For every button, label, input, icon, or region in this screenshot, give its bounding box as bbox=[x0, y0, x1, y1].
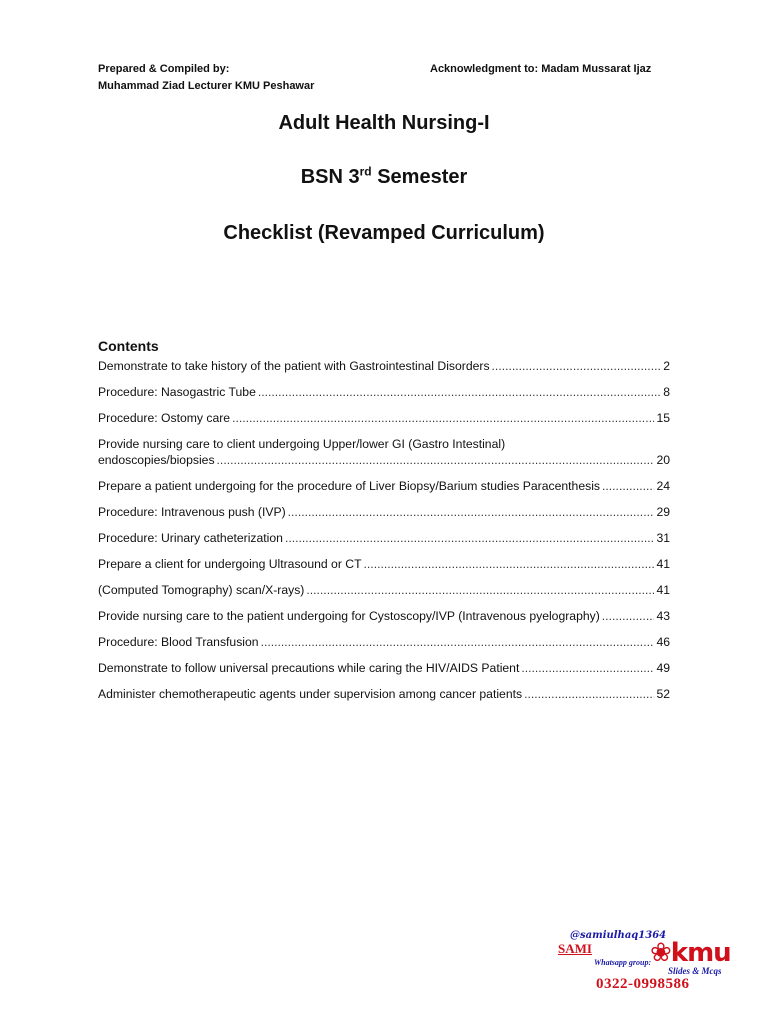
checklist-title: Checklist (Revamped Curriculum) bbox=[223, 222, 545, 244]
toc-entry-title: Demonstrate to follow universal precautions while caring the HIV/AIDS Patient bbox=[98, 661, 520, 675]
semester-title bbox=[0, 166, 768, 189]
toc-entry-title-line1: Provide nursing care to client undergoing Upper/lower GI (Gastro Intestinal) bbox=[98, 437, 506, 451]
toc-entry-title: (Computed Tomography) scan/X-rays) bbox=[98, 583, 305, 597]
toc-leader-dots bbox=[521, 660, 654, 676]
toc-entry-title: Administer chemotherapeutic agents under supervision among cancer patients bbox=[98, 687, 523, 701]
toc-entry[interactable] bbox=[98, 530, 670, 546]
toc-entry-page: 41 bbox=[656, 583, 670, 597]
toc-leader-dots bbox=[524, 686, 654, 702]
kmu-logo-icon: ❀ bbox=[650, 938, 671, 968]
semester-suffix: Semester bbox=[371, 166, 468, 188]
kmu-logo-text: kmu bbox=[670, 938, 731, 968]
toc-entry-line2 bbox=[98, 452, 670, 468]
toc-entry-page: 8 bbox=[663, 385, 670, 399]
toc-entry[interactable] bbox=[98, 410, 670, 426]
stamp-tagline: Slides & Mcqs bbox=[668, 966, 722, 976]
toc-entry-title: Procedure: Blood Transfusion bbox=[98, 635, 259, 649]
toc-entry-title: Provide nursing care to the patient undergoing for Cystoscopy/IVP (Intravenous pyelography) bbox=[98, 609, 600, 623]
semester-superscript: rd bbox=[359, 164, 372, 179]
toc-entry-page: 46 bbox=[656, 635, 670, 649]
toc-leader-dots bbox=[258, 384, 661, 400]
toc-leader-dots bbox=[492, 358, 662, 374]
toc-entry[interactable] bbox=[98, 436, 670, 468]
toc-entry-title: Procedure: Ostomy care bbox=[98, 411, 231, 425]
toc-leader-dots bbox=[602, 478, 654, 494]
toc-leader-dots bbox=[364, 556, 655, 572]
toc-entry[interactable] bbox=[98, 358, 670, 374]
toc-entry[interactable] bbox=[98, 384, 670, 400]
toc-entry-title: Procedure: Intravenous push (IVP) bbox=[98, 505, 286, 519]
kmu-logo bbox=[650, 938, 731, 968]
toc-entry-page: 52 bbox=[656, 687, 670, 701]
prepared-by-block bbox=[98, 61, 314, 95]
table-of-contents bbox=[98, 358, 670, 712]
semester-prefix: BSN 3 bbox=[300, 166, 360, 188]
toc-entry-page: 31 bbox=[656, 531, 670, 545]
toc-leader-dots bbox=[217, 452, 655, 468]
toc-entry[interactable] bbox=[98, 478, 670, 494]
stamp-phone: 0322-0998586 bbox=[596, 976, 690, 992]
toc-entry-page: 2 bbox=[663, 359, 670, 373]
toc-entry-page: 15 bbox=[656, 411, 670, 425]
toc-entry[interactable] bbox=[98, 660, 670, 676]
author-name: Muhammad Ziad Lecturer KMU Peshawar bbox=[98, 80, 315, 92]
toc-leader-dots bbox=[285, 530, 655, 546]
prepared-label: Prepared & Compiled by: bbox=[98, 63, 230, 75]
toc-leader-dots bbox=[288, 504, 655, 520]
stamp-name: SAMI bbox=[558, 941, 592, 956]
toc-entry-title: Prepare a client for undergoing Ultrasound or CT bbox=[98, 557, 362, 571]
toc-entry-title: endoscopies/biopsies bbox=[98, 453, 215, 467]
toc-entry[interactable] bbox=[98, 608, 670, 624]
toc-entry-title: Procedure: Urinary catheterization bbox=[98, 531, 283, 545]
watermark-stamp bbox=[552, 928, 742, 998]
toc-leader-dots bbox=[602, 608, 655, 624]
course-title: Adult Health Nursing-I bbox=[278, 112, 490, 134]
toc-entry-page: 20 bbox=[656, 453, 670, 467]
toc-entry-title: Procedure: Nasogastric Tube bbox=[98, 385, 256, 399]
toc-entry-title: Prepare a patient undergoing for the procedure of Liver Biopsy/Barium studies Paracenthesis bbox=[98, 479, 601, 493]
toc-entry[interactable] bbox=[98, 504, 670, 520]
toc-entry[interactable] bbox=[98, 686, 670, 702]
toc-entry[interactable] bbox=[98, 634, 670, 650]
toc-leader-dots bbox=[232, 410, 654, 426]
acknowledgment: Acknowledgment to: Madam Mussarat Ijaz bbox=[430, 63, 652, 75]
stamp-whatsapp-label: Whatsapp group: bbox=[594, 958, 652, 967]
toc-entry-page: 43 bbox=[656, 609, 670, 623]
stamp-handle: @samiulhaq1364 bbox=[570, 930, 667, 941]
toc-entry-title: Demonstrate to take history of the patient with Gastrointestinal Disorders bbox=[98, 359, 490, 373]
toc-entry-page: 29 bbox=[656, 505, 670, 519]
toc-entry[interactable] bbox=[98, 556, 670, 572]
toc-leader-dots bbox=[306, 582, 654, 598]
toc-leader-dots bbox=[261, 634, 655, 650]
contents-heading: Contents bbox=[98, 338, 159, 354]
toc-entry-page: 24 bbox=[656, 479, 670, 493]
toc-entry-page: 41 bbox=[656, 557, 670, 571]
toc-entry-page: 49 bbox=[656, 661, 670, 675]
toc-entry[interactable] bbox=[98, 582, 670, 598]
